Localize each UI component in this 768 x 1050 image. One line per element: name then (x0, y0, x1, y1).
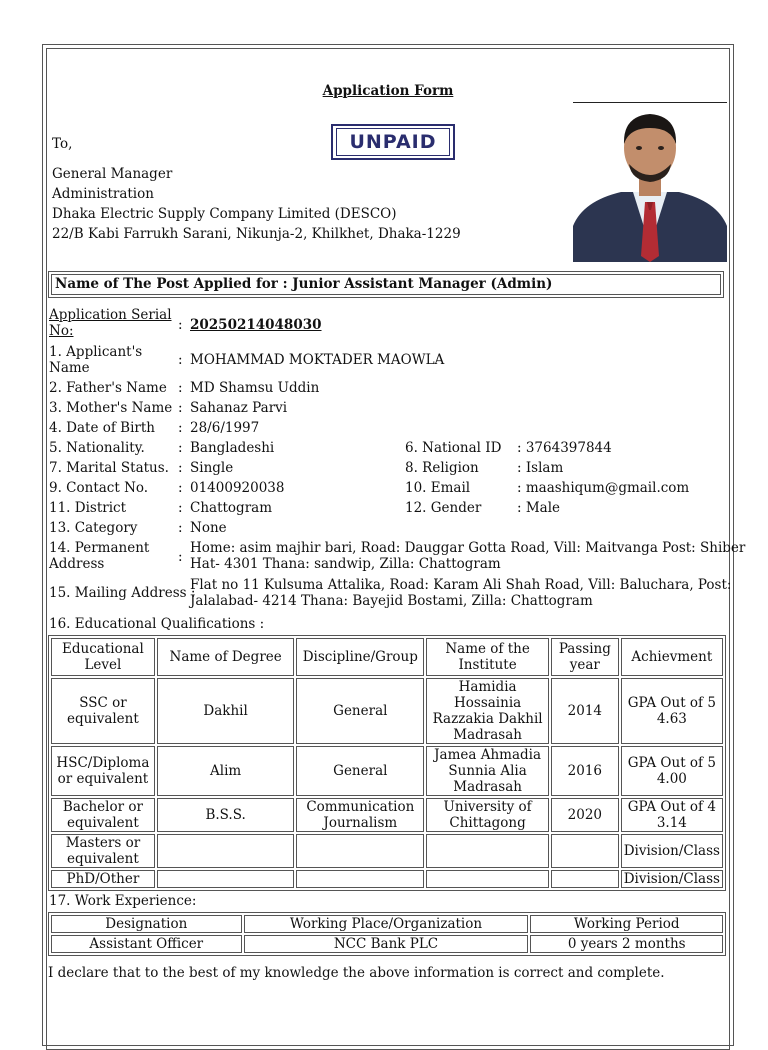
edu-cell-achievement: Division/Class (621, 870, 723, 888)
table-row (51, 935, 723, 953)
mailing-value-1: Flat no 11 Kulsuma Attalika, Road: Karam Ali Shah Road, Vill: Baluchara, Post: (190, 577, 732, 593)
edu-cell-year (551, 870, 619, 888)
edu-cell-achievement: GPA Out of 5 4.00 (621, 746, 723, 796)
edu-cell-level: HSC/Diploma or equivalent (51, 746, 155, 796)
work-cell-designation: Assistant Officer (51, 935, 242, 953)
work-heading: 17. Work Experience: (49, 893, 197, 909)
table-row (51, 834, 723, 868)
religion-value: : Islam (517, 460, 564, 476)
applicant-photo (573, 106, 727, 262)
post-applied-text: Name of The Post Applied for : Junior Assistant Manager (Admin) (51, 274, 721, 295)
edu-cell-degree: Alim (157, 746, 295, 796)
nationality-value: Bangladeshi (190, 440, 275, 456)
photo-top-rule (573, 102, 727, 103)
address-line-1: General Manager (52, 166, 173, 182)
edu-cell-discipline: General (296, 746, 424, 796)
name-label-1: 1. Applicant's (49, 344, 143, 360)
serial-value: 20250214048030 (190, 317, 322, 333)
edu-cell-level: SSC or equivalent (51, 678, 155, 744)
edu-cell-degree: B.S.S. (157, 798, 295, 832)
mailing-value-2: Jalalabad- 4214 Thana: Bayejid Bostami, Zilla: Chattogram (190, 593, 593, 609)
edu-cell-level: Masters or equivalent (51, 834, 155, 868)
category-colon: : (178, 520, 183, 536)
edu-cell-institute: University of Chittagong (426, 798, 549, 832)
edu-cell-level: Bachelor or equivalent (51, 798, 155, 832)
education-table (48, 635, 726, 891)
nid-label: 6. National ID (405, 440, 502, 456)
district-value: Chattogram (190, 500, 272, 516)
permanent-value-2: Hat- 4301 Thana: sandwip, Zilla: Chattogram (190, 556, 501, 572)
father-label: 2. Father's Name (49, 380, 167, 396)
gender-label: 12. Gender (405, 500, 482, 516)
serial-colon: : (178, 317, 183, 333)
gender-value: : Male (517, 500, 561, 516)
name-label-2: Name (49, 360, 90, 376)
edu-cell-discipline: Communication Journalism (296, 798, 424, 832)
contact-value: 01400920038 (190, 480, 285, 496)
work-table (48, 912, 726, 956)
table-row (51, 870, 723, 888)
nationality-label: 5. Nationality. (49, 440, 145, 456)
work-header-period: Working Period (530, 915, 723, 933)
contact-label: 9. Contact No. (49, 480, 149, 496)
edu-cell-institute: Hamidia Hossainia Razzakia Dakhil Madrasah (426, 678, 549, 744)
edu-cell-discipline (296, 870, 424, 888)
edu-header-discipline: Discipline/Group (296, 638, 424, 676)
permanent-label-1: 14. Permanent (49, 540, 150, 556)
name-value: MOHAMMAD MOKTADER MAOWLA (190, 352, 445, 368)
edu-cell-institute (426, 834, 549, 868)
edu-cell-degree (157, 870, 295, 888)
edu-cell-year: 2016 (551, 746, 619, 796)
district-label: 11. District (49, 500, 127, 516)
edu-header-achievement: Achievment (621, 638, 723, 676)
mailing-label: 15. Mailing Address : (49, 585, 196, 601)
work-header-designation: Designation (51, 915, 242, 933)
edu-cell-year: 2014 (551, 678, 619, 744)
edu-header-level: Educational Level (51, 638, 155, 676)
mother-colon: : (178, 400, 183, 416)
mother-value: Sahanaz Parvi (190, 400, 288, 416)
serial-label-1: Application Serial (49, 307, 172, 323)
serial-label-2: No: (49, 323, 74, 339)
edu-header-year: Passing year (551, 638, 619, 676)
edu-header-degree: Name of Degree (157, 638, 295, 676)
nationality-colon: : (178, 440, 183, 456)
marital-value: Single (190, 460, 234, 476)
edu-cell-institute: Jamea Ahmadia Sunnia Alia Madrasah (426, 746, 549, 796)
edu-cell-achievement: GPA Out of 5 4.63 (621, 678, 723, 744)
edu-cell-degree: Dakhil (157, 678, 295, 744)
edu-header-institute: Name of the Institute (426, 638, 549, 676)
work-header-organization: Working Place/Organization (244, 915, 529, 933)
address-to: To, (52, 136, 73, 152)
district-colon: : (178, 500, 183, 516)
edu-cell-achievement: GPA Out of 4 3.14 (621, 798, 723, 832)
edu-cell-year (551, 834, 619, 868)
mother-label: 3. Mother's Name (49, 400, 173, 416)
nid-value: : 3764397844 (517, 440, 612, 456)
dob-value: 28/6/1997 (190, 420, 260, 436)
post-applied-box (48, 271, 724, 298)
address-line-4: 22/B Kabi Farrukh Sarani, Nikunja-2, Khilkhet, Dhaka-1229 (52, 226, 461, 242)
edu-cell-institute (426, 870, 549, 888)
edu-cell-degree (157, 834, 295, 868)
applicant-photo-image (573, 106, 727, 262)
work-header-row (51, 915, 723, 933)
education-heading: 16. Educational Qualifications : (49, 616, 265, 632)
permanent-label-2: Address (49, 556, 105, 572)
email-value: : maashiqum@gmail.com (517, 480, 690, 496)
contact-colon: : (178, 480, 183, 496)
permanent-colon: : (178, 549, 183, 565)
table-row (51, 678, 723, 744)
religion-label: 8. Religion (405, 460, 479, 476)
form-title: Application Form (322, 83, 454, 99)
work-cell-period: 0 years 2 months (530, 935, 723, 953)
father-colon: : (178, 380, 183, 396)
unpaid-stamp (331, 124, 455, 160)
address-line-3: Dhaka Electric Supply Company Limited (DESCO) (52, 206, 397, 222)
category-label: 13. Category (49, 520, 138, 536)
marital-label: 7. Marital Status. (49, 460, 169, 476)
address-block (52, 164, 461, 244)
name-colon: : (178, 352, 183, 368)
marital-colon: : (178, 460, 183, 476)
edu-cell-discipline (296, 834, 424, 868)
work-cell-organization: NCC Bank PLC (244, 935, 529, 953)
table-row (51, 798, 723, 832)
education-header-row (51, 638, 723, 676)
category-value: None (190, 520, 227, 536)
father-value: MD Shamsu Uddin (190, 380, 320, 396)
edu-cell-year: 2020 (551, 798, 619, 832)
edu-cell-discipline: General (296, 678, 424, 744)
edu-cell-achievement: Division/Class (621, 834, 723, 868)
unpaid-stamp-text: UNPAID (336, 128, 450, 156)
edu-cell-level: PhD/Other (51, 870, 155, 888)
declaration-text: I declare that to the best of my knowledge the above information is correct and complete. (48, 965, 665, 981)
dob-label: 4. Date of Birth (49, 420, 155, 436)
address-line-2: Administration (52, 186, 154, 202)
permanent-value-1: Home: asim majhir bari, Road: Dauggar Gotta Road, Vill: Maitvanga Post: Shiber (190, 540, 746, 556)
email-label: 10. Email (405, 480, 471, 496)
dob-colon: : (178, 420, 183, 436)
table-row (51, 746, 723, 796)
